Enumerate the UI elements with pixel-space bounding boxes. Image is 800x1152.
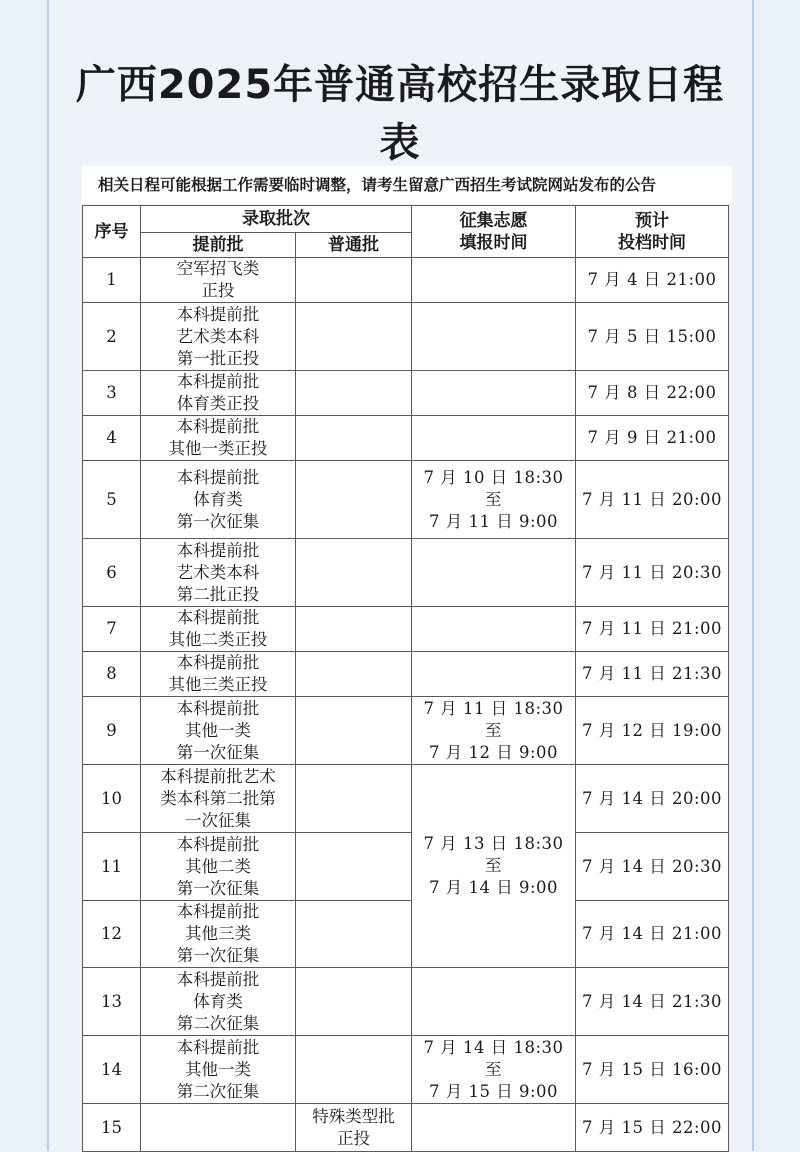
row-early-batch: 空军招飞类 正投 [141, 258, 296, 303]
row-solicit-time [412, 303, 576, 371]
row-early-batch: 本科提前批 其他二类正投 [141, 607, 296, 652]
table-row [83, 1036, 729, 1104]
row-regular-batch [296, 303, 412, 371]
row-solicit-time [412, 607, 576, 652]
row-regular-batch [296, 371, 412, 416]
row-regular-batch [296, 539, 412, 607]
row-early-batch: 本科提前批艺术 类本科第二批第 一次征集 [141, 765, 296, 833]
row-regular-batch [296, 765, 412, 833]
table-row [83, 833, 729, 901]
row-submit-time: 7 月 15 日 16:00 [576, 1036, 729, 1104]
row-solicit-time [412, 968, 576, 1036]
header-no: 序号 [83, 206, 141, 258]
row-solicit-time [412, 539, 576, 607]
row-solicit-time [412, 1104, 576, 1152]
row-regular-batch: 特殊类型批 正投 [296, 1104, 412, 1152]
row-solicit-time [412, 416, 576, 461]
row-no: 13 [83, 968, 141, 1036]
row-submit-time: 7 月 9 日 21:00 [576, 416, 729, 461]
row-no: 3 [83, 371, 141, 416]
row-no: 15 [83, 1104, 141, 1152]
row-solicit-time [412, 258, 576, 303]
row-early-batch: 本科提前批 其他二类 第一次征集 [141, 833, 296, 901]
row-early-batch: 本科提前批 艺术类本科 第一批正投 [141, 303, 296, 371]
row-submit-time: 7 月 14 日 20:00 [576, 765, 729, 833]
row-early-batch: 本科提前批 体育类 第二次征集 [141, 968, 296, 1036]
row-regular-batch [296, 607, 412, 652]
row-submit-time: 7 月 15 日 22:00 [576, 1104, 729, 1152]
row-no: 14 [83, 1036, 141, 1104]
row-no: 10 [83, 765, 141, 833]
row-solicit-time: 7 月 14 日 18:30 至 7 月 15 日 9:00 [412, 1036, 576, 1104]
row-regular-batch [296, 697, 412, 765]
row-no: 12 [83, 901, 141, 968]
table-row [83, 1104, 729, 1152]
row-submit-time: 7 月 8 日 22:00 [576, 371, 729, 416]
page-title: 广西2025年普通高校招生录取日程表 [75, 62, 725, 166]
row-regular-batch [296, 1036, 412, 1104]
table-row [83, 539, 729, 607]
row-early-batch: 本科提前批 其他一类 第二次征集 [141, 1036, 296, 1104]
row-submit-time: 7 月 11 日 20:30 [576, 539, 729, 607]
header-regular-batch: 普通批 [296, 233, 412, 258]
row-submit-time: 7 月 11 日 21:00 [576, 607, 729, 652]
row-solicit-time-merged: 7 月 13 日 18:30 至 7 月 14 日 9:00 [412, 765, 576, 968]
row-regular-batch [296, 652, 412, 697]
header-early-batch: 提前批 [141, 233, 296, 258]
row-regular-batch [296, 833, 412, 901]
row-submit-time: 7 月 11 日 21:30 [576, 652, 729, 697]
row-early-batch: 本科提前批 其他一类正投 [141, 416, 296, 461]
row-regular-batch [296, 258, 412, 303]
row-no: 5 [83, 461, 141, 539]
row-early-batch: 本科提前批 体育类正投 [141, 371, 296, 416]
row-solicit-time [412, 371, 576, 416]
row-no: 11 [83, 833, 141, 901]
table-row [83, 652, 729, 697]
table-row [83, 461, 729, 539]
row-no: 2 [83, 303, 141, 371]
row-submit-time: 7 月 14 日 21:00 [576, 901, 729, 968]
row-submit-time: 7 月 14 日 20:30 [576, 833, 729, 901]
row-regular-batch [296, 968, 412, 1036]
notice-banner: 相关日程可能根据工作需要临时调整，请考生留意广西招生考试院网站发布的公告 [82, 166, 732, 204]
row-no: 1 [83, 258, 141, 303]
row-regular-batch [296, 461, 412, 539]
table-row [83, 258, 729, 303]
header-submit-time: 预计 投档时间 [576, 206, 729, 258]
row-submit-time: 7 月 14 日 21:30 [576, 968, 729, 1036]
table-row [83, 697, 729, 765]
row-no: 7 [83, 607, 141, 652]
table-row [83, 371, 729, 416]
row-early-batch: 本科提前批 其他一类 第一次征集 [141, 697, 296, 765]
table-row [83, 968, 729, 1036]
row-submit-time: 7 月 12 日 19:00 [576, 697, 729, 765]
right-border-line [752, 0, 754, 1151]
header-solicit-time: 征集志愿 填报时间 [412, 206, 576, 258]
row-no: 6 [83, 539, 141, 607]
row-submit-time: 7 月 11 日 20:00 [576, 461, 729, 539]
row-regular-batch [296, 901, 412, 968]
row-regular-batch [296, 416, 412, 461]
row-submit-time: 7 月 5 日 15:00 [576, 303, 729, 371]
row-solicit-time: 7 月 10 日 18:30 至 7 月 11 日 9:00 [412, 461, 576, 539]
row-early-batch: 本科提前批 体育类 第一次征集 [141, 461, 296, 539]
admission-schedule-table [82, 205, 729, 1152]
row-solicit-time [412, 652, 576, 697]
header-batch: 录取批次 [141, 206, 412, 233]
row-no: 8 [83, 652, 141, 697]
row-submit-time: 7 月 4 日 21:00 [576, 258, 729, 303]
table-row [83, 416, 729, 461]
row-no: 9 [83, 697, 141, 765]
table-row [83, 607, 729, 652]
table-row [83, 303, 729, 371]
table-row [83, 901, 729, 968]
row-early-batch: 本科提前批 艺术类本科 第二批正投 [141, 539, 296, 607]
row-early-batch: 本科提前批 其他三类正投 [141, 652, 296, 697]
row-early-batch [141, 1104, 296, 1152]
table-row [83, 765, 729, 833]
row-no: 4 [83, 416, 141, 461]
row-solicit-time: 7 月 11 日 18:30 至 7 月 12 日 9:00 [412, 697, 576, 765]
row-early-batch: 本科提前批 其他三类 第一次征集 [141, 901, 296, 968]
